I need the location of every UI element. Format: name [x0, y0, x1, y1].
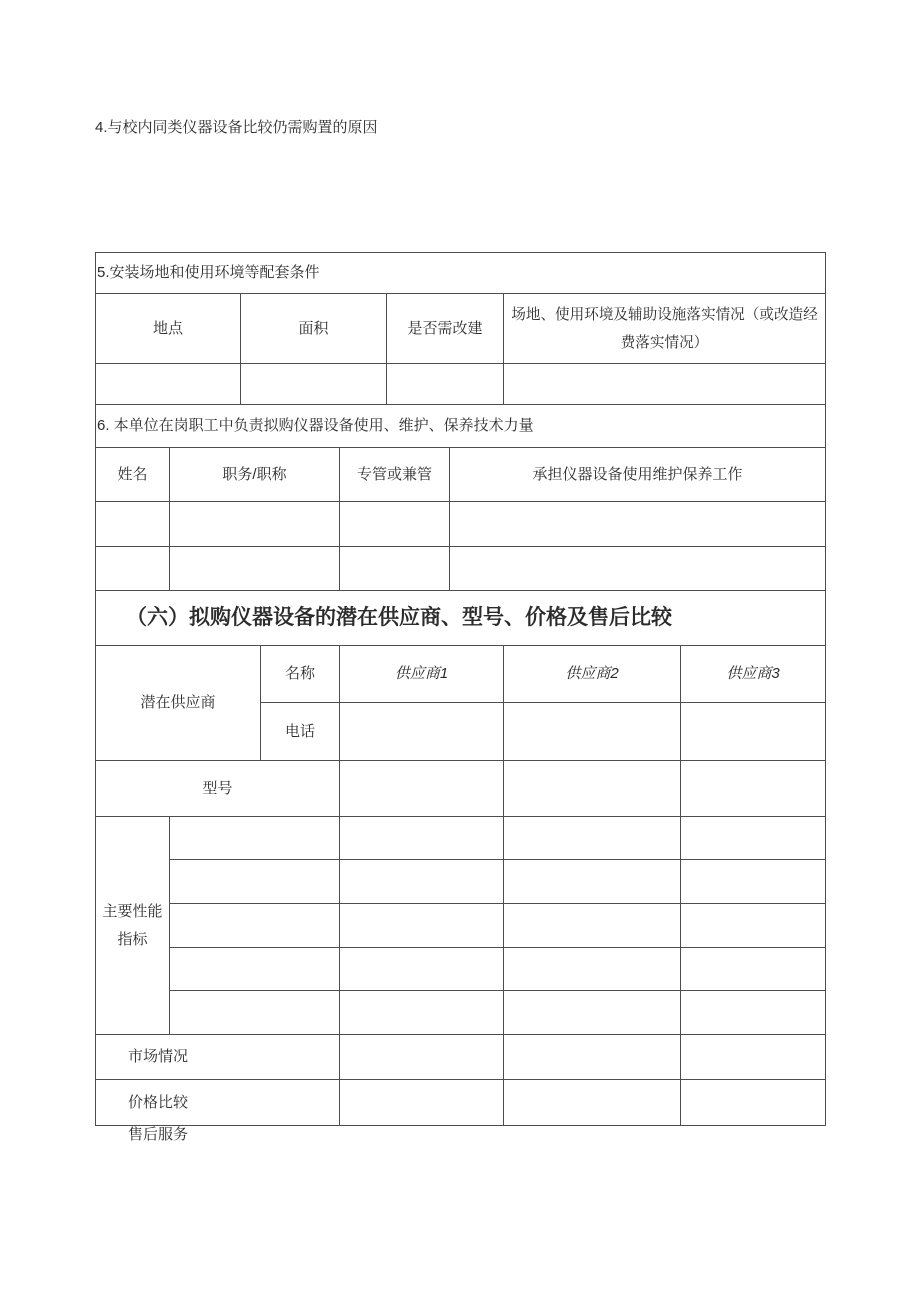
- facility-status-header: 场地、使用环境及辅助设施落实情况（或改造经费落实情况）: [504, 294, 826, 364]
- supplier-3-price-cell: [681, 1080, 826, 1126]
- supplier-2-phone-cell: [504, 703, 681, 761]
- performance-label: 主要性能指标: [96, 817, 170, 1035]
- supplier-3-market-cell: [681, 1035, 826, 1080]
- supplier-3-phone-cell: [681, 703, 826, 761]
- supplier-3-performance-cell: [681, 991, 826, 1035]
- supplier-2-performance-cell: [504, 904, 681, 948]
- supplier-2-model-cell: [504, 761, 681, 817]
- staff-duty-cell: [450, 547, 826, 591]
- staff-role-type-cell: [340, 547, 450, 591]
- supplier-1-name: 供应商1: [340, 646, 504, 703]
- location-header: 地点: [96, 294, 241, 364]
- section4-title: 4.与校内同类仪器设备比较仍需购置的原因: [95, 119, 378, 136]
- performance-item-cell: [170, 904, 340, 948]
- facility-status-cell: [504, 364, 826, 405]
- performance-item-cell: [170, 991, 340, 1035]
- performance-item-cell: [170, 948, 340, 991]
- supplier-3-performance-cell: [681, 904, 826, 948]
- form-table: [95, 252, 826, 1126]
- supplier-1-model-cell: [340, 761, 504, 817]
- supplier-1-price-cell: [340, 1080, 504, 1126]
- supplier-3-performance-cell: [681, 817, 826, 860]
- section-vi-heading: （六）拟购仪器设备的潜在供应商、型号、价格及售后比较: [96, 591, 826, 646]
- staff-title-cell: [170, 547, 340, 591]
- supplier-1-phone-cell: [340, 703, 504, 761]
- market-situation-label: 市场情况: [96, 1035, 340, 1080]
- location-cell: [96, 364, 241, 405]
- section5-title: 5.安装场地和使用环境等配套条件: [96, 253, 826, 294]
- staff-role-type-header: 专管或兼管: [340, 448, 450, 502]
- staff-role-type-cell: [340, 502, 450, 547]
- supplier-2-performance-cell: [504, 948, 681, 991]
- potential-supplier-label: 潜在供应商: [96, 646, 261, 761]
- supplier-1-performance-cell: [340, 817, 504, 860]
- supplier-3-performance-cell: [681, 860, 826, 904]
- supplier-1-performance-cell: [340, 904, 504, 948]
- supplier-2-performance-cell: [504, 860, 681, 904]
- supplier-2-performance-cell: [504, 991, 681, 1035]
- staff-duty-cell: [450, 502, 826, 547]
- supplier-3-performance-cell: [681, 948, 826, 991]
- renovation-needed-cell: [387, 364, 504, 405]
- supplier-1-performance-cell: [340, 860, 504, 904]
- supplier-1-market-cell: [340, 1035, 504, 1080]
- renovation-needed-header: 是否需改建: [387, 294, 504, 364]
- staff-title-header: 职务/职称: [170, 448, 340, 502]
- supplier-2-performance-cell: [504, 817, 681, 860]
- price-comparison-label: 价格比较: [96, 1080, 340, 1126]
- staff-name-header: 姓名: [96, 448, 170, 502]
- staff-title-cell: [170, 502, 340, 547]
- supplier-2-market-cell: [504, 1035, 681, 1080]
- supplier-2-price-cell: [504, 1080, 681, 1126]
- supplier-phone-label: 电话: [261, 703, 340, 761]
- supplier-1-performance-cell: [340, 948, 504, 991]
- supplier-1-performance-cell: [340, 991, 504, 1035]
- performance-item-cell: [170, 817, 340, 860]
- section6-title: 6. 本单位在岗职工中负责拟购仪器设备使用、维护、保养技术力量: [96, 405, 826, 448]
- area-cell: [241, 364, 387, 405]
- staff-name-cell: [96, 502, 170, 547]
- supplier-3-model-cell: [681, 761, 826, 817]
- after-sales-label: 售后服务: [128, 1126, 189, 1143]
- staff-duty-header: 承担仪器设备使用维护保养工作: [450, 448, 826, 502]
- staff-name-cell: [96, 547, 170, 591]
- supplier-3-name: 供应商3: [681, 646, 826, 703]
- area-header: 面积: [241, 294, 387, 364]
- performance-item-cell: [170, 860, 340, 904]
- supplier-name-label: 名称: [261, 646, 340, 703]
- model-label: 型号: [96, 761, 340, 817]
- supplier-2-name: 供应商2: [504, 646, 681, 703]
